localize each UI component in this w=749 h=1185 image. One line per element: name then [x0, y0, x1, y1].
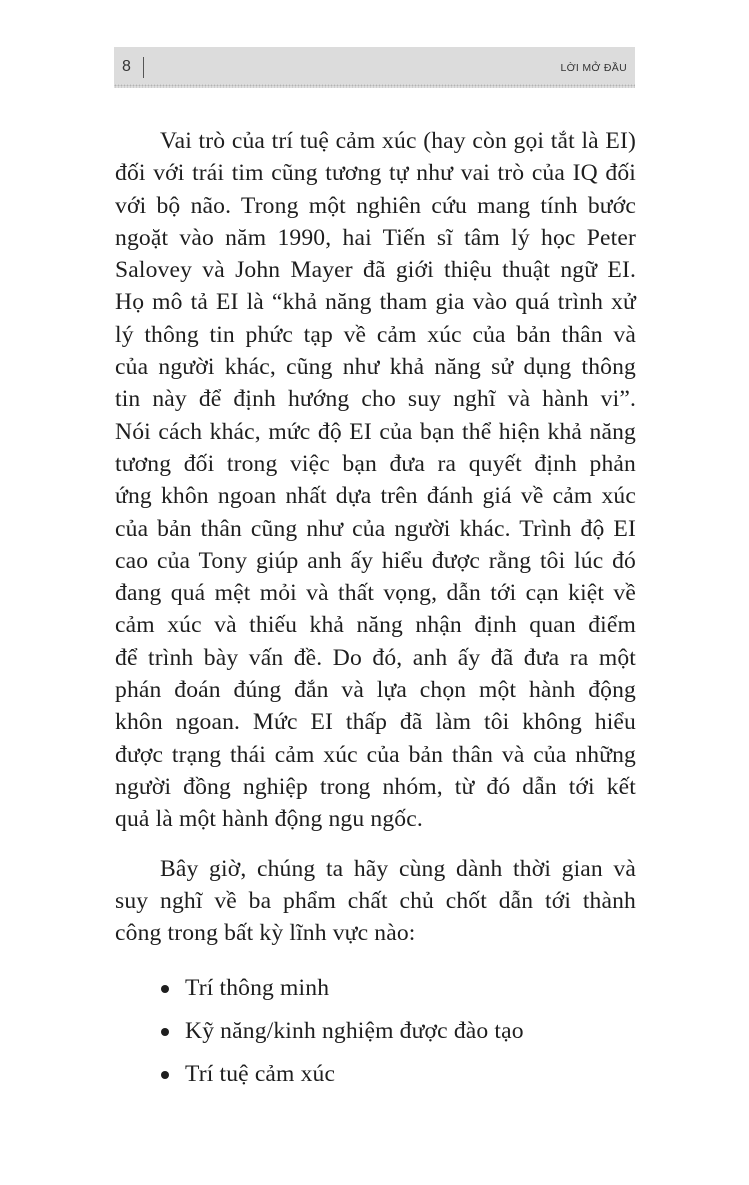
text-line: của bản thân cũng như của người khác. Trình độ EI [115, 515, 636, 542]
text-line: Nói cách khác, mức độ EI của bạn thể hiện khả năng [115, 418, 636, 445]
chapter-running-head: LỜI MỞ ĐẦU [560, 62, 627, 74]
bullet-icon [161, 1028, 169, 1036]
text-line: lý thông tin phức tạp về cảm xúc của bản thân và [115, 321, 636, 348]
bullet-icon [161, 985, 169, 993]
header-divider [143, 57, 144, 78]
text-line: đang quá mệt mỏi và thất vọng, dẫn tới cạn kiệt về [115, 580, 636, 607]
text-line: Bây giờ, chúng ta hãy cùng dành thời gian và [160, 855, 636, 882]
text-line: của người khác, cũng như khả năng sử dụng thông [115, 354, 636, 381]
text-line: tương đối trong việc bạn đưa ra quyết định phản [115, 450, 636, 477]
qualities-bullet-list [115, 972, 636, 1101]
bullet-icon [161, 1071, 169, 1079]
text-line: quả là một hành động ngu ngốc. [115, 806, 423, 833]
running-header-band [114, 47, 635, 87]
text-line: suy nghĩ về ba phẩm chất chủ chốt dẫn tới thành [115, 887, 636, 914]
text-line: công trong bất kỳ lĩnh vực nào: [115, 920, 416, 947]
bullet-text: Kỹ năng/kinh nghiệm được đào tạo [185, 1018, 524, 1045]
text-line: ngoặt vào năm 1990, hai Tiến sĩ tâm lý học Peter [115, 224, 636, 251]
text-line: ứng khôn ngoan nhất dựa trên đánh giá về cảm xúc [115, 483, 636, 510]
text-line: tin này để định hướng cho suy nghĩ và hành vi”. [115, 386, 636, 413]
text-line: được trạng thái cảm xúc của bản thân và của những [115, 741, 636, 768]
bullet-text: Trí thông minh [185, 975, 330, 1002]
text-line: với bộ não. Trong một nghiên cứu mang tính bước [115, 192, 636, 219]
text-line: cao của Tony giúp anh ấy hiểu được rằng tôi lúc đó [115, 547, 636, 574]
bullet-text: Trí tuệ cảm xúc [185, 1061, 336, 1088]
paragraph-ei-definition [115, 125, 636, 836]
text-line: người đồng nghiệp trong nhóm, từ đó dẫn tới kết [115, 773, 636, 800]
list-item [115, 1058, 636, 1101]
text-line: Họ mô tả EI là “khả năng tham gia vào quá trình xử [115, 289, 636, 316]
text-line: để trình bày vấn đề. Do đó, anh ấy đã đưa ra một [115, 644, 636, 671]
paragraph-three-qualities [115, 853, 636, 950]
text-line: đối với trái tim cũng tương tự như vai trò của IQ đối [115, 160, 636, 187]
page-number: 8 [122, 58, 131, 75]
body-text [115, 125, 636, 1101]
header-dotted-rule [114, 84, 635, 88]
list-item [115, 1015, 636, 1058]
text-line: phán đoán đúng đắn và lựa chọn một hành động [115, 677, 636, 704]
text-line: khôn ngoan. Mức EI thấp đã làm tôi không hiểu [115, 709, 636, 736]
text-line: Salovey và John Mayer đã giới thiệu thuật ngữ EI. [115, 257, 636, 284]
text-line: Vai trò của trí tuệ cảm xúc (hay còn gọi tắt là EI) [160, 128, 636, 154]
list-item [115, 972, 636, 1015]
text-line: cảm xúc và thiếu khả năng nhận định quan điểm [115, 612, 636, 639]
